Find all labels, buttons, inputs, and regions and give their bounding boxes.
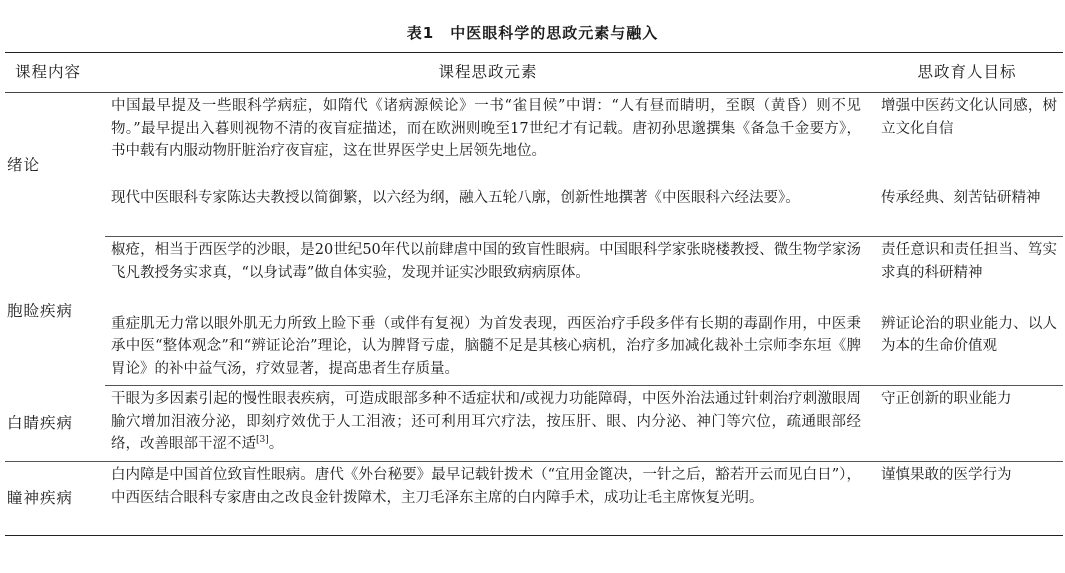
element-cell: 现代中医眼科专家陈达夫教授以简御繁，以六经为纲，融入五轮八廓，创新性地撰著《中医眼科六经法要》。 — [105, 185, 871, 237]
table-row — [5, 237, 1063, 311]
ideological-elements-table — [5, 52, 1063, 536]
element-cell — [105, 386, 871, 462]
element-cell: 中国最早提及一些眼科学病症，如隋代《诸病源候论》一书“雀目候”中谓：“人有昼而睛明，至瞑（黄昏）则不见物。”最早提出入暮则视物不清的夜盲症描述，而在欧洲则晚至17世纪才有记载。唐初孙思邈撰集《备急千金要方》，书中载有内服动物肝脏治疗夜盲症，这在世界医学史上居领先地位。 — [111, 98, 861, 159]
table-row — [5, 93, 1063, 185]
goal-cell: 增强中医药文化认同感，树立文化自信 — [881, 98, 1057, 137]
goal-cell: 谨慎果敢的医学行为 — [871, 462, 1063, 536]
element-text-end: 。 — [268, 436, 284, 452]
header-education-goals: 思政育人目标 — [871, 53, 1063, 93]
header-ideological-elements: 课程思政元素 — [105, 53, 871, 93]
goal-cell: 责任意识和责任担当、笃实求真的科研精神 — [881, 242, 1057, 281]
element-cell: 椒疮，相当于西医学的沙眼，是20世纪50年代以前肆虐中国的致盲性眼病。中国眼科学家张晓楼教授、微生物学家汤飞凡教授务实求真，“以身试毒”做自体实验，发现并证实沙眼致病病原体。 — [111, 242, 861, 281]
table-header-row — [5, 53, 1063, 93]
table-row — [5, 386, 1063, 462]
category-cell-pupil: 瞳神疾病 — [5, 462, 105, 536]
table-caption: 表1 中医眼科学的思政元素与融入 — [406, 24, 659, 42]
category-cell-white-eye: 白睛疾病 — [5, 386, 105, 462]
category-cell-intro: 绪论 — [7, 155, 41, 174]
element-text: 干眼为多因素引起的慢性眼表疾病，可造成眼部多种不适症状和/或视力功能障碍，中医外治法通过针刺治疗刺激眼周腧穴增加泪液分泌，即刻疗效优于人工泪液；还可利用耳穴疗法，按压肝、眼、内分泌、神门等穴位，疏通眼部经络，改善眼部干涩不适 — [111, 391, 861, 452]
goal-cell: 辨证论治的职业能力、以人为本的生命价值观 — [871, 311, 1063, 386]
reference-mark: [3] — [256, 435, 269, 446]
goal-cell: 守正创新的职业能力 — [871, 386, 1063, 462]
element-cell: 重症肌无力常以眼外肌无力所致上睑下垂（或伴有复视）为首发表现，西医治疗手段多伴有长期的毒副作用，中医秉承中医“整体观念”和“辨证论治”理论，认为脾肾亏虚，脑髓不足是其核心病机，治疗多加减化裁补土宗师李东垣《脾胃论》的补中益气汤，疗效显著，提高患者生存质量。 — [105, 311, 871, 386]
table-row — [5, 311, 1063, 386]
table-row — [5, 185, 1063, 237]
table-row — [5, 462, 1063, 536]
header-course-content: 课程内容 — [5, 53, 105, 93]
category-cell-eyelid: 胞睑疾病 — [7, 301, 74, 320]
element-cell: 白内障是中国首位致盲性眼病。唐代《外台秘要》最早记载针拨术（“宜用金篦决，一针之后，豁若开云而见白日”），中西医结合眼科专家唐由之改良金针拨障术，主刀毛泽东主席的白内障手术，成功让毛主席恢复光明。 — [105, 462, 871, 536]
goal-cell: 传承经典、刻苦钻研精神 — [871, 185, 1063, 237]
